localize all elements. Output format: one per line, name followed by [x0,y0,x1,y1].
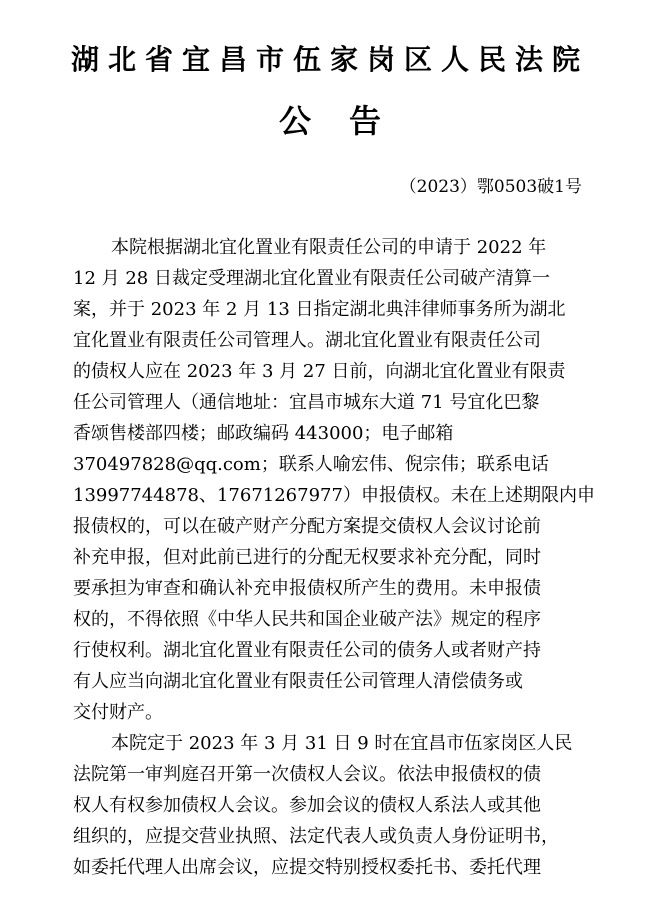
body-line: 香颂售楼部四楼；邮政编码 443000；电子邮箱 [73,423,454,444]
body-line: 有人应当向湖北宜化置业有限责任公司管理人清偿债务或 [73,671,523,692]
court-name-heading: 湖北省宜昌市伍家岗区人民法院 [70,43,589,76]
announcement-body [73,232,613,883]
body-line: 报债权的，可以在破产财产分配方案提交债权人会议讨论前 [73,516,541,537]
body-line: 13997744878、17671267977）申报债权。未在上述期限内申 [73,485,595,506]
body-line: 本院定于 2023 年 3 月 31 日 9 时在宜昌市伍家岗区人民 [111,733,573,754]
body-line: 本院根据湖北宜化置业有限责任公司的申请于 2022 年 [111,237,547,258]
body-line: 12 月 28 日裁定受理湖北宜化置业有限责任公司破产清算一 [73,268,550,289]
body-line: 的债权人应在 2023 年 3 月 27 日前，向湖北宜化置业有限责 [73,361,566,382]
body-line: 370497828@qq.com；联系人喻宏伟、倪宗伟；联系电话 [73,454,549,475]
body-line: 如委托代理人出席会议，应提交特别授权委托书、委托代理 [73,857,541,878]
case-number: （2023）鄂0503破1号 [399,177,582,197]
body-line: 法院第一审判庭召开第一次债权人会议。依法申报债权的债 [73,764,541,785]
body-line: 案，并于 2023 年 2 月 13 日指定湖北典沣律师事务所为湖北 [73,299,566,320]
body-line: 宜化置业有限责任公司管理人。湖北宜化置业有限责任公司 [73,330,541,351]
body-line: 权人有权参加债权人会议。参加会议的债权人系法人或其他 [73,795,541,816]
body-line: 补充申报，但对此前已进行的分配无权要求补充分配，同时 [73,547,541,568]
body-line: 权的，不得依照《中华人民共和国企业破产法》规定的程序 [73,609,541,630]
body-line: 要承担为审查和确认补充申报债权所产生的费用。未申报债 [73,578,541,599]
body-line: 任公司管理人（通信地址：宜昌市城东大道 71 号宜化巴黎 [73,392,540,413]
body-line: 行使权利。湖北宜化置业有限责任公司的债务人或者财产持 [73,640,541,661]
document-title: 公告 [278,102,419,140]
body-line: 组织的，应提交营业执照、法定代表人或负责人身份证明书， [73,826,559,847]
body-line: 交付财产。 [73,702,163,723]
